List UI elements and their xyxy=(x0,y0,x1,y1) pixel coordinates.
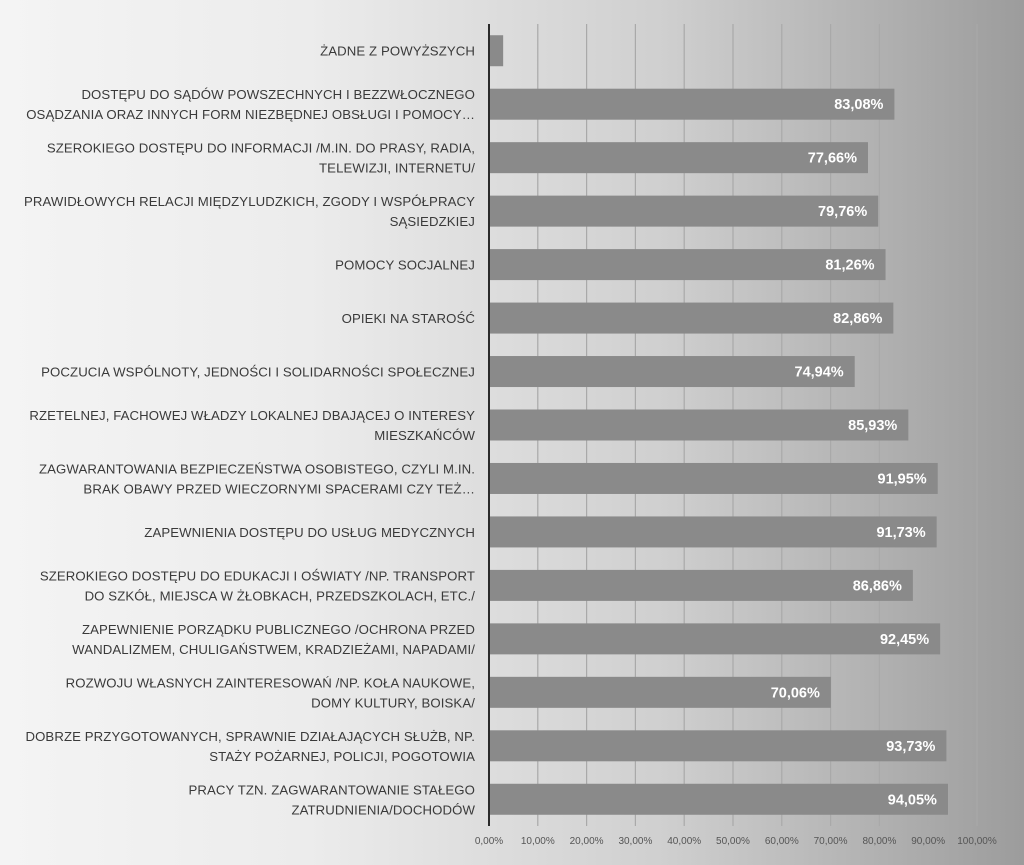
category-label: DOMY KULTURY, BOISKA/ xyxy=(311,695,475,711)
category-label: OSĄDZANIA ORAZ INNYCH FORM NIEZBĘDNEJ OBSŁUGI I POMOCY… xyxy=(26,107,475,123)
x-tick-label: 100,00% xyxy=(957,836,997,847)
x-tick-label: 50,00% xyxy=(716,836,750,847)
data-label: 94,05% xyxy=(887,792,937,809)
category-label: PRAWIDŁOWYCH RELACJI MIĘDZYLUDZKICH, ZGODY I WSPÓŁPRACY xyxy=(23,194,475,210)
category-label: OPIEKI NA STAROŚĆ xyxy=(341,311,475,327)
data-label: 81,26% xyxy=(825,257,875,274)
data-label: 85,93% xyxy=(848,418,898,434)
x-tick-label: 80,00% xyxy=(862,836,897,847)
data-label: 82,86% xyxy=(833,311,883,328)
bar xyxy=(489,623,940,654)
category-label: RZETELNEJ, FACHOWEJ WŁADZY LOKALNEJ DBAJĄCEJ O INTERESY xyxy=(29,408,475,423)
category-label: ŻADNE Z POWYŻSZYCH xyxy=(320,43,475,59)
category-label: SĄSIEDZKIEJ xyxy=(389,214,475,230)
x-tick-labels xyxy=(475,836,997,847)
category-label: WANDALIZMEM, CHULIGAŃSTWEM, KRADZIEŻAMI, NAPADAMI/ xyxy=(72,641,475,657)
data-label: 91,95% xyxy=(877,471,927,488)
x-tick-label: 40,00% xyxy=(667,836,702,847)
data-label: 77,66% xyxy=(807,150,857,167)
bar xyxy=(489,784,948,815)
category-labels xyxy=(24,44,475,818)
x-tick-label: 0,00% xyxy=(474,836,504,847)
category-label: DOBRZE PRZYGOTOWANYCH, SPRAWNIE DZIAŁAJĄCYCH SŁUŻB, NP. xyxy=(25,728,475,744)
x-tick-label: 90,00% xyxy=(911,836,946,847)
category-label: MIESZKAŃCÓW xyxy=(374,428,475,443)
x-tick-label: 20,00% xyxy=(569,836,604,847)
category-label: DOSTĘPU DO SĄDÓW POWSZECHNYCH I BEZZWŁOCZNEGO xyxy=(81,87,475,103)
category-label: ZATRUDNIENIA/DOCHODÓW xyxy=(291,802,475,818)
bar xyxy=(489,463,938,494)
category-label: SZEROKIEGO DOSTĘPU DO INFORMACJI /M.IN. DO PRASY, RADIA, xyxy=(46,140,475,156)
bar xyxy=(489,35,503,66)
x-tick-label: 10,00% xyxy=(520,836,555,847)
category-label: PRACY TZN. ZAGWARANTOWANIE STAŁEGO xyxy=(188,782,475,798)
bar xyxy=(489,570,913,601)
category-label: STAŻY POŻARNEJ, POLICJI, POGOTOWIA xyxy=(209,748,475,764)
data-label: 70,06% xyxy=(770,685,820,702)
category-label: SZEROKIEGO DOSTĘPU DO EDUKACJI I OŚWIATY /NP. TRANSPORT xyxy=(39,568,475,584)
category-label: DO SZKÓŁ, MIEJSCA W ŻŁOBKACH, PRZEDSZKOLACH, ETC./ xyxy=(84,588,475,604)
bar xyxy=(489,410,908,441)
x-tick-label: 30,00% xyxy=(618,836,653,847)
x-tick-label: 60,00% xyxy=(764,836,799,847)
bar xyxy=(489,516,937,547)
category-label: POMOCY SOCJALNEJ xyxy=(335,257,475,273)
data-label: 92,45% xyxy=(879,631,930,648)
bar xyxy=(489,730,946,761)
category-label: ZAPEWNIENIA DOSTĘPU DO USŁUG MEDYCZNYCH xyxy=(144,524,475,540)
data-label: 83,08% xyxy=(834,97,884,114)
x-tick-label: 70,00% xyxy=(813,836,848,847)
category-label: ROZWOJU WŁASNYCH ZAINTERESOWAŃ /NP. KOŁA NAUKOWE, xyxy=(65,675,475,691)
category-label: TELEWIZJI, INTERNETU/ xyxy=(319,160,475,176)
category-label: POCZUCIA WSPÓLNOTY, JEDNOŚCI I SOLIDARNOŚCI SPOŁECZNEJ xyxy=(41,364,475,380)
data-label: 86,86% xyxy=(852,578,902,595)
data-label: 91,73% xyxy=(876,524,926,541)
category-label: ZAGWARANTOWANIA BEZPIECZEŃSTWA OSOBISTEGO, CZYLI M.IN. xyxy=(39,461,475,477)
data-label: 79,76% xyxy=(818,204,868,221)
category-label: BRAK OBAWY PRZED WIECZORNYMI SPACERAMI CZY TEŻ… xyxy=(83,481,475,497)
category-label: ZAPEWNIENIE PORZĄDKU PUBLICZNEGO /OCHRONA PRZED xyxy=(81,621,475,637)
data-label: 93,73% xyxy=(886,738,936,755)
data-label: 74,94% xyxy=(794,364,844,381)
